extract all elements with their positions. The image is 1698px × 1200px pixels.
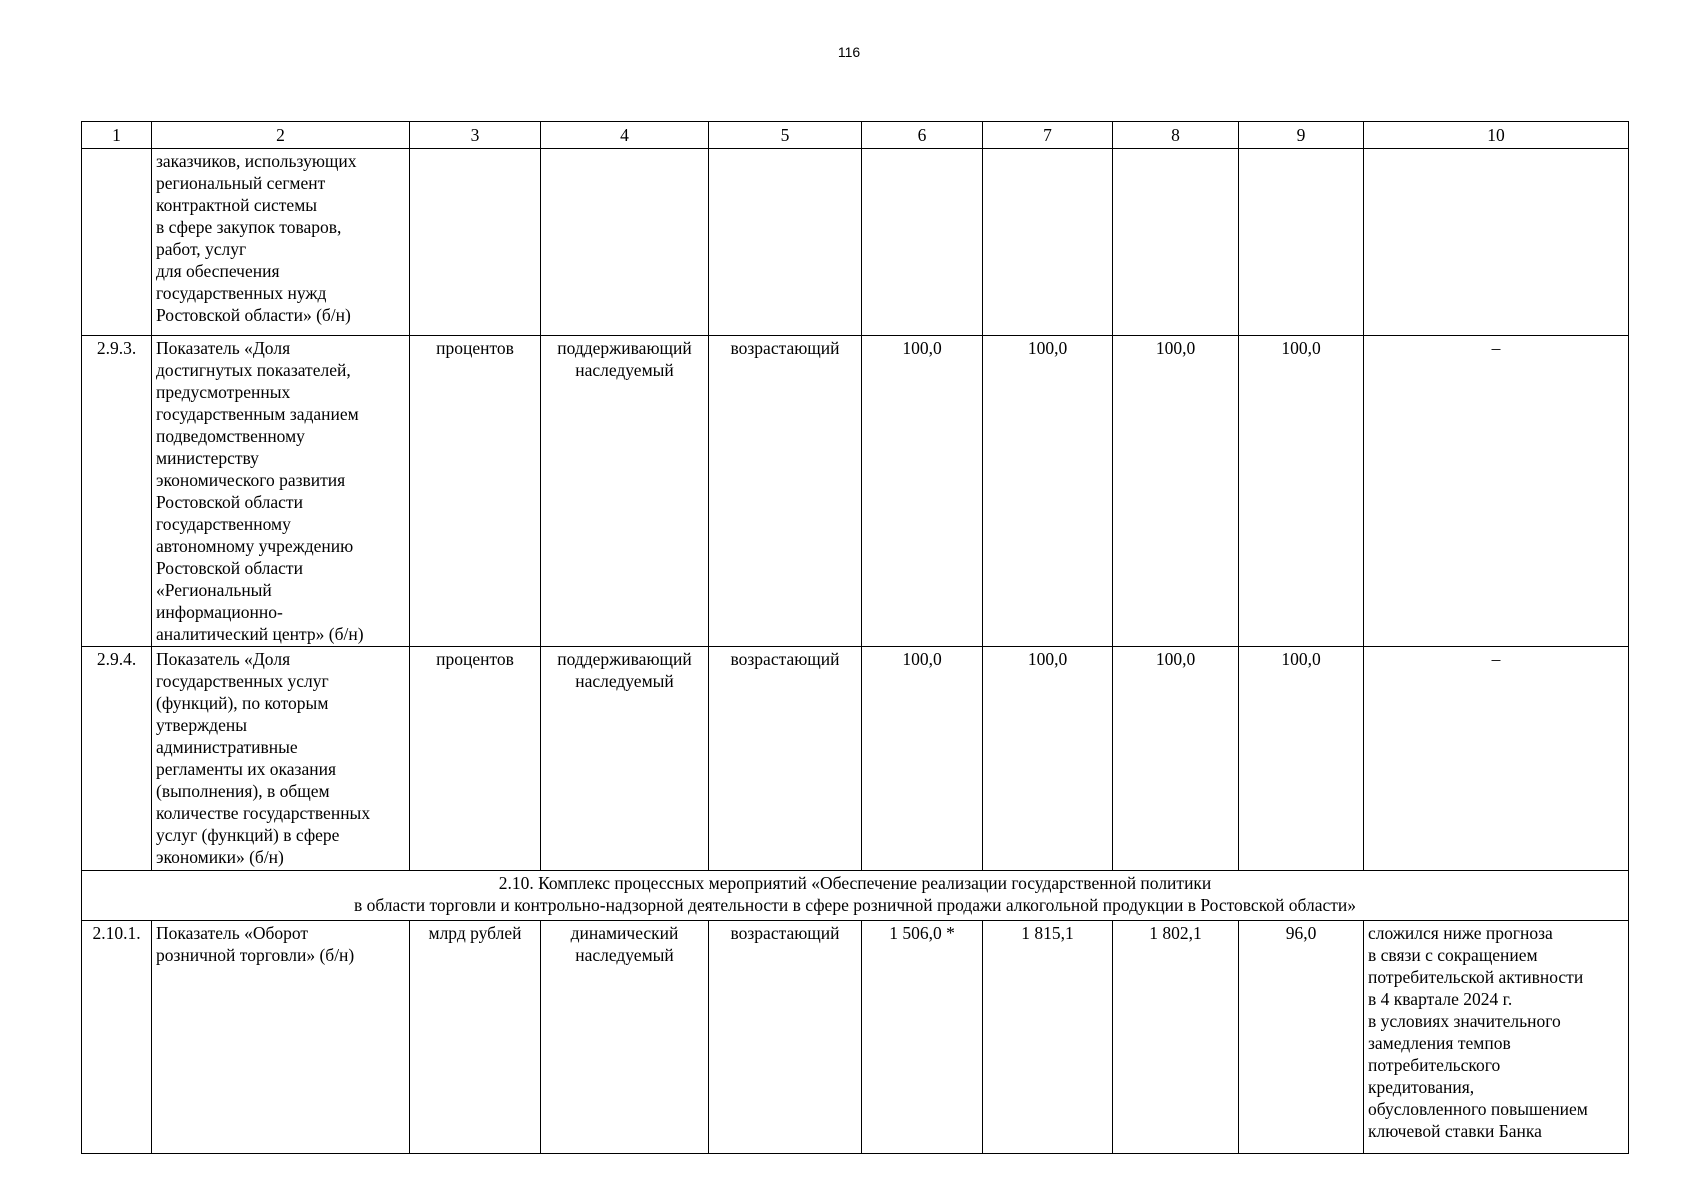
indicator-name: Показатель «Доля достигнутых показателей, предусмотренных государственным заданием подведомственному министерству экономического развития Ростовской области государственному автономному учреждению Ростовской области «Региональный информационно- аналитический центр» (б/н) <box>152 336 410 647</box>
unit: процентов <box>410 647 541 871</box>
table-row <box>82 647 1629 871</box>
header-cell-7: 7 <box>983 122 1113 149</box>
header-cell-8: 8 <box>1113 122 1239 149</box>
indicators-table <box>81 121 1629 1154</box>
indicator-type: динамический наследуемый <box>541 921 709 1154</box>
header-cell-4: 4 <box>541 122 709 149</box>
trend: возрастающий <box>709 921 862 1154</box>
comment: сложился ниже прогноза в связи с сокращением потребительской активности в 4 квартале 2024 г. в условиях значительного замедления темпов потребительского кредитования, обусловленного повышением ключевой ставки Банка <box>1364 921 1629 1154</box>
value-col8: 100,0 <box>1113 336 1239 647</box>
indicator-type: поддерживающий наследуемый <box>541 336 709 647</box>
value-col8: 100,0 <box>1113 647 1239 871</box>
page-number: 116 <box>837 44 861 60</box>
indicator-name: заказчиков, использующих региональный сегмент контрактной системы в сфере закупок товаров, работ, услуг для обеспечения государственных нужд Ростовской области» (б/н) <box>152 149 410 336</box>
indicator-name: Показатель «Оборот розничной торговли» (б/н) <box>152 921 410 1154</box>
row-number: 2.9.3. <box>82 336 152 647</box>
value-col9 <box>1239 149 1364 336</box>
header-cell-9: 9 <box>1239 122 1364 149</box>
section-row <box>82 871 1629 921</box>
header-cell-1: 1 <box>82 122 152 149</box>
table-row <box>82 149 1629 336</box>
indicator-type: поддерживающий наследуемый <box>541 647 709 871</box>
indicator-name: Показатель «Доля государственных услуг (функций), по которым утверждены административные регламенты их оказания (выполнения), в общем количестве государственных услуг (функций) в сфере экономики» (б/н) <box>152 647 410 871</box>
header-cell-6: 6 <box>862 122 983 149</box>
header-cell-5: 5 <box>709 122 862 149</box>
header-cell-2: 2 <box>152 122 410 149</box>
value-col9: 100,0 <box>1239 647 1364 871</box>
unit <box>410 149 541 336</box>
header-cell-3: 3 <box>410 122 541 149</box>
unit: процентов <box>410 336 541 647</box>
row-number: 2.9.4. <box>82 647 152 871</box>
indicator-type <box>541 149 709 336</box>
value-col7: 100,0 <box>983 647 1113 871</box>
value-col9: 96,0 <box>1239 921 1364 1154</box>
section-title: 2.10. Комплекс процессных мероприятий «Обеспечение реализации государственной политики в области торговли и контрольно-надзорной деятельности в сфере розничной продажи алкогольной продукции в Ростовской области» <box>82 871 1629 921</box>
trend: возрастающий <box>709 336 862 647</box>
value-col6 <box>862 149 983 336</box>
header-row <box>82 122 1629 149</box>
comment: – <box>1364 336 1629 647</box>
value-col7: 100,0 <box>983 336 1113 647</box>
value-col6: 100,0 <box>862 647 983 871</box>
value-col8: 1 802,1 <box>1113 921 1239 1154</box>
row-number: 2.10.1. <box>82 921 152 1154</box>
table-row <box>82 921 1629 1154</box>
table-row <box>82 336 1629 647</box>
value-col7: 1 815,1 <box>983 921 1113 1154</box>
header-cell-10: 10 <box>1364 122 1629 149</box>
trend <box>709 149 862 336</box>
trend: возрастающий <box>709 647 862 871</box>
comment: – <box>1364 647 1629 871</box>
value-col8 <box>1113 149 1239 336</box>
comment <box>1364 149 1629 336</box>
value-col6: 1 506,0 * <box>862 921 983 1154</box>
value-col7 <box>983 149 1113 336</box>
value-col6: 100,0 <box>862 336 983 647</box>
unit: млрд рублей <box>410 921 541 1154</box>
row-number <box>82 149 152 336</box>
value-col9: 100,0 <box>1239 336 1364 647</box>
